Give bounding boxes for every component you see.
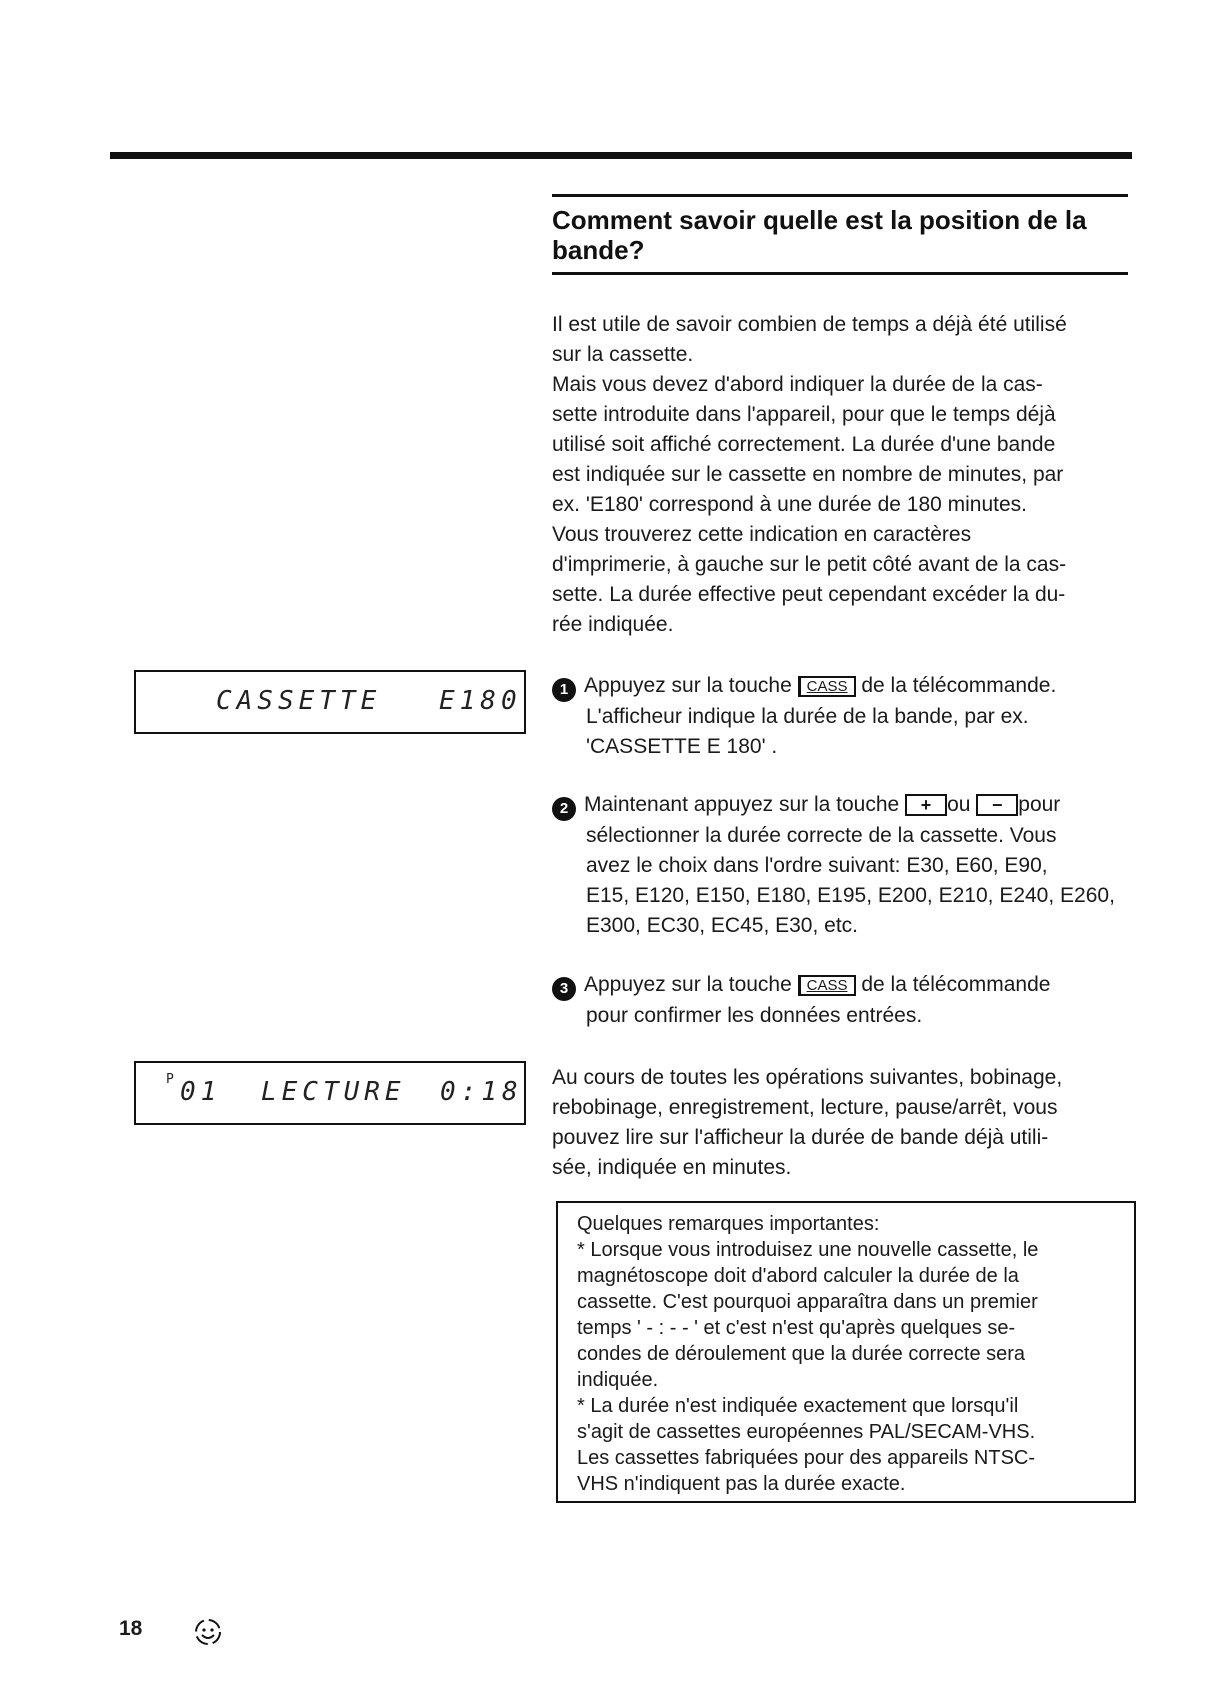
step-1: [552, 671, 1132, 762]
important-notes-box: [556, 1201, 1136, 1503]
step-2: [552, 790, 1132, 941]
intro-line: utilisé soit affiché correctement. La durée d'une bande: [552, 433, 1056, 456]
recycle-logo-icon: [190, 1615, 226, 1649]
step-1-text: de la télécommande.: [861, 674, 1057, 697]
lcd-cassette-label: CASSETTE: [216, 686, 382, 716]
step-3-text: de la télécommande: [861, 973, 1051, 996]
page-number: 18: [119, 1617, 143, 1640]
plus-key-icon: +: [905, 794, 947, 816]
intro-line: d'imprimerie, à gauche sur le petit côté avant de la cas-: [552, 553, 1067, 576]
step-1-number: 1: [552, 678, 576, 702]
note-line: s'agit de cassettes européennes PAL/SECAM-VHS.: [577, 1421, 1036, 1443]
note-line: * La durée n'est indiquée exactement que lorsqu'il: [577, 1395, 1019, 1417]
lcd-program-number: 01: [180, 1077, 222, 1107]
lcd-cassette-duration: E180: [439, 686, 522, 716]
note-line: * Lorsque vous introduisez une nouvelle cassette, le: [577, 1239, 1039, 1261]
intro-line: est indiquée sur le cassette en nombre de minutes, par: [552, 463, 1064, 486]
lcd-mode-label: LECTURE: [261, 1077, 406, 1107]
title-line-2: bande?: [552, 235, 645, 265]
cass-key-icon: CASS: [798, 975, 856, 996]
note-line: magnétoscope doit d'abord calculer la durée de la: [577, 1265, 1019, 1287]
top-divider: [110, 152, 1132, 159]
note-line: Les cassettes fabriquées pour des appareils NTSC-: [577, 1447, 1036, 1469]
intro-line: sette. La durée effective peut cependant excéder la du-: [552, 583, 1066, 606]
note-line: temps ' - : - - ' et c'est n'est qu'après quelques se-: [577, 1317, 1016, 1339]
minus-key-icon: −: [976, 794, 1018, 816]
step-1-text: Appuyez sur la touche: [584, 674, 792, 697]
lcd-elapsed-time: 0:18: [440, 1077, 523, 1107]
step-3-number: 3: [552, 977, 576, 1001]
note-line: condes de déroulement que la durée correcte sera: [577, 1343, 1026, 1365]
title-line-1: Comment savoir quelle est la position de la: [552, 205, 1087, 235]
note-line: VHS n'indiquent pas la durée exacte.: [577, 1473, 906, 1495]
cass-key-icon: CASS: [798, 676, 856, 697]
intro-paragraph: [552, 310, 1128, 640]
after-steps-line: Au cours de toutes les opérations suivantes, bobinage,: [552, 1066, 1063, 1089]
note-heading: Quelques remarques importantes:: [577, 1213, 880, 1235]
intro-line: ex. 'E180' correspond à une durée de 180 minutes.: [552, 493, 1028, 516]
step-2-text: sélectionner la durée correcte de la cassette. Vous: [586, 824, 1057, 847]
step-3-text: Appuyez sur la touche: [584, 973, 792, 996]
after-steps-paragraph: [552, 1063, 1128, 1183]
note-line: cassette. C'est pourquoi apparaîtra dans un premier: [577, 1291, 1038, 1313]
step-2-text: pour: [1018, 793, 1061, 816]
step-2-text: ou: [947, 793, 971, 816]
lcd-display-lecture: [134, 1061, 526, 1125]
page-title: [552, 205, 1128, 265]
step-2-number: 2: [552, 797, 576, 821]
section-title: [552, 194, 1128, 275]
after-steps-line: pouvez lire sur l'afficheur la durée de bande déjà utili-: [552, 1126, 1049, 1149]
note-line: indiquée.: [577, 1369, 659, 1391]
step-1-text: 'CASSETTE E 180' .: [586, 735, 778, 758]
step-2-text: Maintenant appuyez sur la touche: [584, 793, 900, 816]
intro-line: rée indiquée.: [552, 613, 674, 636]
after-steps-line: sée, indiquée en minutes.: [552, 1156, 792, 1179]
intro-line: Vous trouverez cette indication en caractères: [552, 523, 972, 546]
step-2-text: E15, E120, E150, E180, E195, E200, E210, E240, E260,: [586, 884, 1115, 907]
step-3: [552, 970, 1132, 1031]
lcd-p-mark: P: [166, 1072, 174, 1087]
lcd-display-cassette: [134, 670, 526, 734]
intro-line: sur la cassette.: [552, 343, 694, 366]
intro-line: Il est utile de savoir combien de temps a déjà été utilisé: [552, 313, 1067, 336]
step-2-text: E300, EC30, EC45, E30, etc.: [586, 914, 858, 937]
intro-line: sette introduite dans l'appareil, pour que le temps déjà: [552, 403, 1056, 426]
after-steps-line: rebobinage, enregistrement, lecture, pause/arrêt, vous: [552, 1096, 1058, 1119]
step-2-text: avez le choix dans l'ordre suivant: E30, E60, E90,: [586, 854, 1048, 877]
intro-line: Mais vous devez d'abord indiquer la durée de la cas-: [552, 373, 1043, 396]
step-1-text: L'afficheur indique la durée de la bande, par ex.: [586, 705, 1029, 728]
step-3-text: pour confirmer les données entrées.: [586, 1004, 923, 1027]
